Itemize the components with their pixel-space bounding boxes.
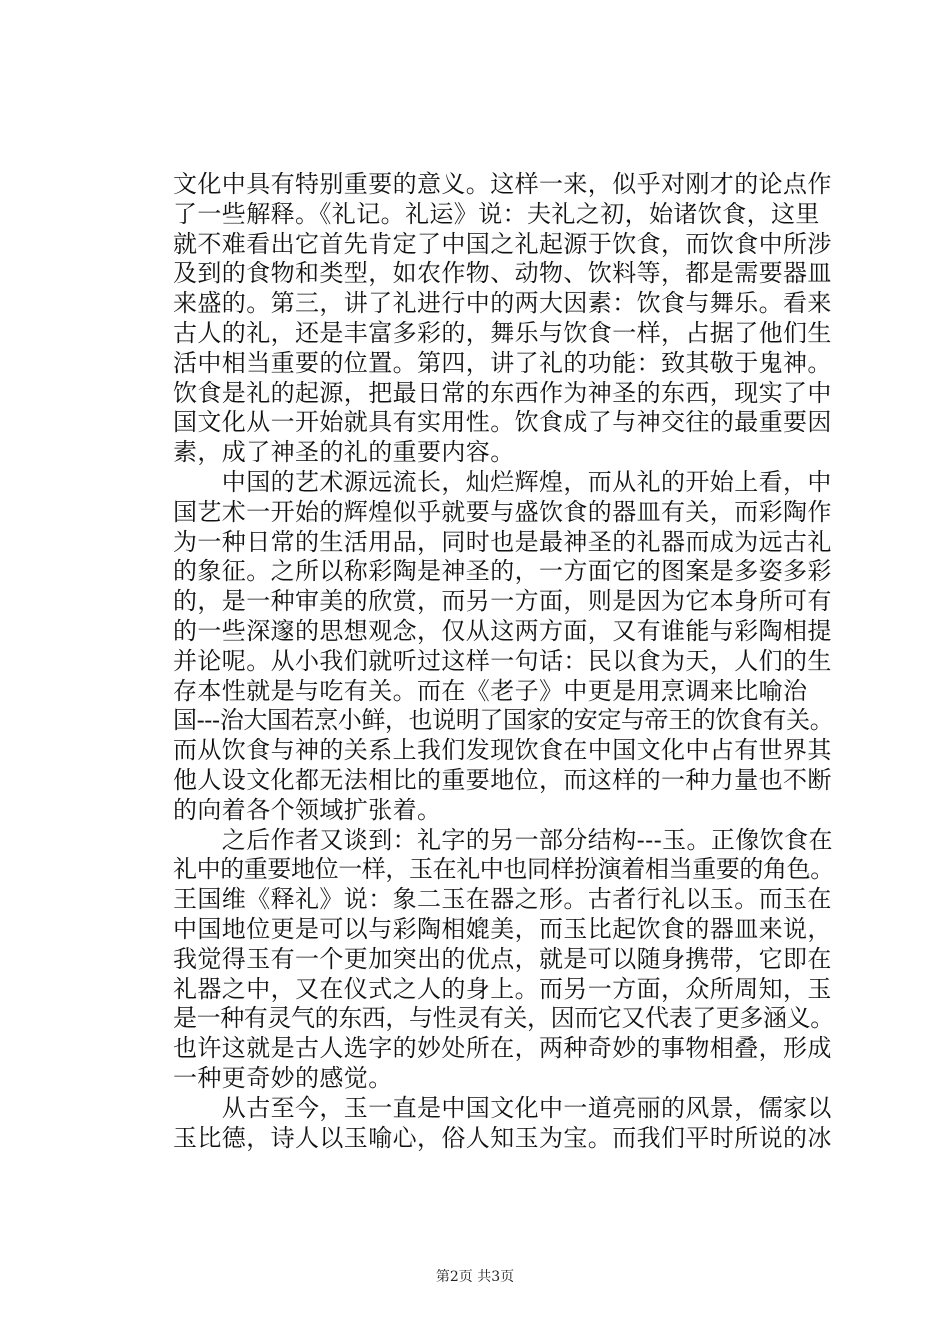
text-line: 了一些解释。《礼记。礼运》说：夫礼之初，始诸饮食，这里: [173, 199, 820, 228]
text-line: 也许这就是古人选字的妙处所在，两种奇妙的事物相叠，形成: [173, 1034, 832, 1063]
text-line: 的象征。之所以称彩陶是神圣的，一方面它的图案是多姿多彩: [173, 557, 832, 586]
text-line: 他人设文化都无法相比的重要地位，而这样的一种力量也不断: [173, 765, 832, 794]
page-footer: [0, 1266, 950, 1286]
text-line: 王国维《释礼》说：象二玉在器之形。古者行礼以玉。而玉在: [173, 885, 832, 914]
text-line: 是一种有灵气的东西，与性灵有关，因而它又代表了更多涵义。: [173, 1004, 834, 1033]
text-line: 国艺术一开始的辉煌似乎就要与盛饮食的器皿有关，而彩陶作: [173, 497, 832, 526]
text-line: 为一种日常的生活用品，同时也是最神圣的礼器而成为远古礼: [173, 527, 832, 556]
text-line: 而从饮食与神的关系上我们发现饮食在中国文化中占有世界其: [173, 736, 832, 765]
text-line: 的向着各个领域扩张着。: [173, 795, 442, 824]
text-line: 中国地位更是可以与彩陶相媲美，而玉比起饮食的器皿来说，: [173, 914, 832, 943]
text-line: 存本性就是与吃有关。而在《老子》中更是用烹调来比喻治: [173, 676, 808, 705]
text-line: 的，是一种审美的欣赏，而另一方面，则是因为它本身所可有: [173, 587, 832, 616]
text-line: 我觉得玉有一个更加突出的优点，就是可以随身携带，它即在: [173, 944, 832, 973]
text-line: 古人的礼，还是丰富多彩的，舞乐与饮食一样，占据了他们生: [173, 318, 832, 347]
body-text: [173, 170, 838, 1153]
text-line: 并论呢。从小我们就听过这样一句话：民以食为天，人们的生: [173, 646, 832, 675]
text-line: 之后作者又谈到：礼字的另一部分结构---玉。正像饮食在: [173, 825, 833, 854]
text-line: 来盛的。第三，讲了礼进行中的两大因素：饮食与舞乐。看来: [173, 289, 832, 318]
text-line: 一种更奇妙的感觉。: [173, 1063, 393, 1092]
page-number-label: 第2页 共3页: [435, 1269, 515, 1285]
text-line: 国文化从一开始就具有实用性。饮食成了与神交往的最重要因: [173, 408, 832, 437]
text-line: 及到的食物和类型，如农作物、动物、饮料等，都是需要器皿: [173, 259, 832, 288]
text-line: 活中相当重要的位置。第四，讲了礼的功能：致其敬于鬼神。: [173, 348, 832, 377]
text-line: 的一些深邃的思想观念，仅从这两方面，又有谁能与彩陶相提: [173, 616, 832, 645]
text-line: 就不难看出它首先肯定了中国之礼起源于饮食，而饮食中所涉: [173, 229, 832, 258]
text-line: 素，成了神圣的礼的重要内容。: [173, 438, 515, 467]
text-line: 礼中的重要地位一样，玉在礼中也同样扮演着相当重要的角色。: [173, 855, 834, 884]
text-line: 中国的艺术源远流长，灿烂辉煌，而从礼的开始上看，中: [173, 467, 832, 496]
text-line: 文化中具有特别重要的意义。这样一来，似乎对刚才的论点作: [173, 170, 832, 198]
text-line: 国---治大国若烹小鲜，也说明了国家的安定与帝王的饮食有关。: [173, 706, 834, 735]
text-line: 从古至今，玉一直是中国文化中一道亮丽的风景，儒家以: [173, 1093, 832, 1122]
text-line: 饮食是礼的起源，把最日常的东西作为神圣的东西，现实了中: [173, 378, 832, 407]
text-line: 玉比德，诗人以玉喻心，俗人知玉为宝。而我们平时所说的冰: [173, 1123, 832, 1152]
text-line: 礼器之中，又在仪式之人的身上。而另一方面，众所周知，玉: [173, 974, 832, 1003]
